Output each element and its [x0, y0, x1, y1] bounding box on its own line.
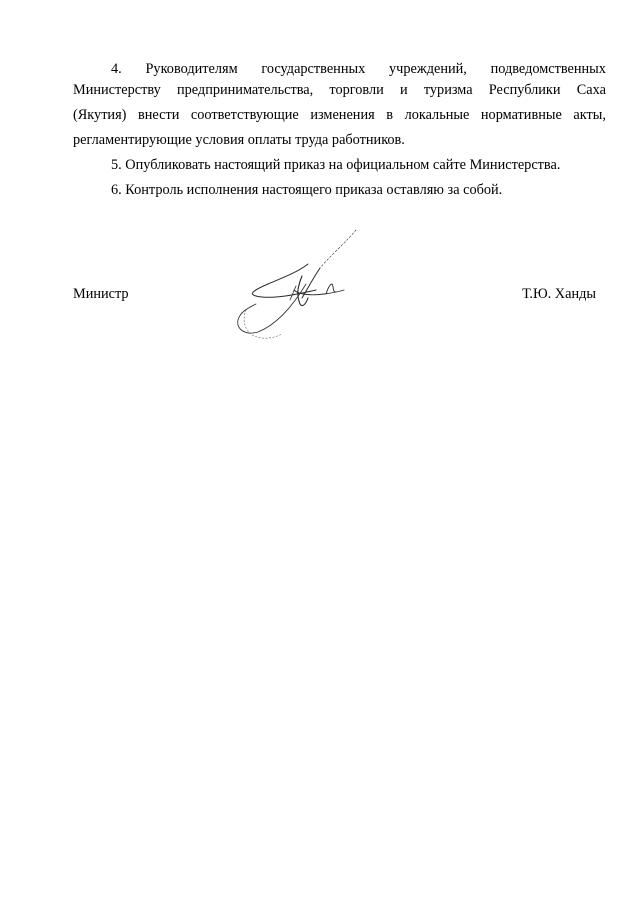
document-body [73, 61, 606, 203]
signature-stroke [290, 286, 296, 300]
paragraph-4-line-4: регламентирующие условия оплаты труда работников. [73, 132, 405, 148]
word: учреждений, [388, 61, 467, 77]
word: торговли [329, 82, 384, 98]
word: государственных [261, 61, 366, 77]
word: Республики [488, 82, 561, 98]
paragraph-4-line-2 [73, 78, 606, 103]
word: Руководителям [145, 61, 238, 77]
signatory-title: Министр [73, 286, 129, 302]
word: (Якутия) [73, 107, 127, 123]
word: 4. [111, 61, 122, 77]
handwritten-signature-icon [228, 224, 368, 342]
signature-stroke [320, 230, 356, 268]
paragraph-4 [73, 61, 606, 153]
word: туризма [423, 82, 473, 98]
word: Министерству [73, 82, 161, 98]
paragraph-4-line-1 [73, 61, 606, 78]
signature-stroke [244, 310, 282, 338]
paragraph-4-line-3 [73, 103, 606, 128]
word: нормативные [480, 107, 562, 123]
word: локальные [404, 107, 470, 123]
word: внести [138, 107, 180, 123]
word: акты, [573, 107, 606, 123]
signature-stroke [252, 264, 316, 297]
word: Саха [576, 82, 606, 98]
word: в [386, 107, 394, 123]
word: изменения [310, 107, 375, 123]
signatory-name: Т.Ю. Ханды [522, 286, 596, 302]
paragraph-5: 5. Опубликовать настоящий приказ на официальном сайте Министерства. [111, 157, 561, 173]
signature-stroke [302, 268, 320, 298]
word: предпринимательства, [176, 82, 314, 98]
paragraph-6: 6. Контроль исполнения настоящего приказа оставляю за собой. [111, 182, 503, 198]
word: соответствующие [190, 107, 299, 123]
word: и [399, 82, 408, 98]
word: подведомственных [490, 61, 606, 77]
